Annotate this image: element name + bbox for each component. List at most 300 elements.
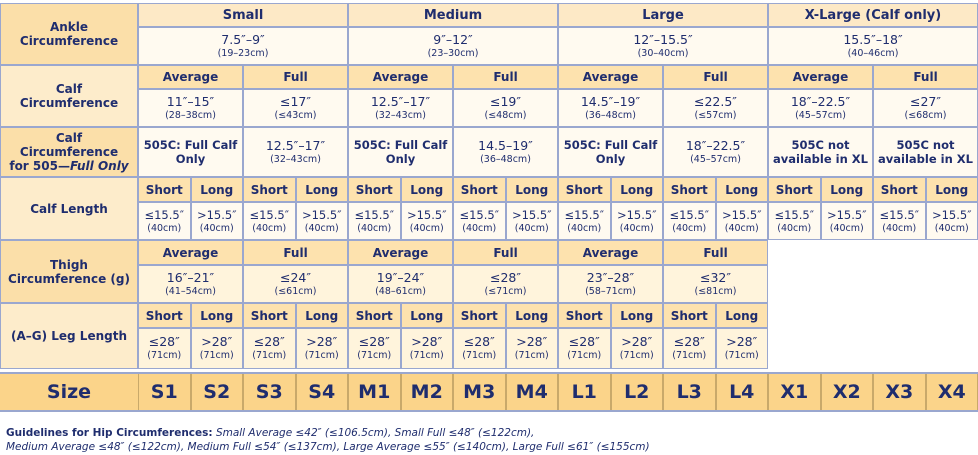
value-inches: 9″–12″ [433, 31, 473, 47]
leg-length-type-header [348, 303, 401, 328]
value-cm: (19–23cm) [217, 47, 269, 59]
value-inches: ≤28″ [253, 334, 285, 349]
value-cm: (40cm) [619, 222, 654, 234]
leg-length-type-header [243, 303, 296, 328]
calf-type-label: Full [493, 70, 518, 84]
thigh-type-header [663, 240, 768, 265]
calf-length-value [348, 202, 401, 240]
value-cm: (≤68cm) [904, 109, 947, 121]
calf-value [663, 89, 768, 127]
calf-type-label: Full [283, 70, 308, 84]
value-cm: (23–30cm) [427, 47, 479, 59]
size-group-header [768, 3, 978, 27]
value-inches: >15.5″ [301, 207, 342, 222]
calf-length-type-header [506, 177, 559, 202]
calf-length-value [401, 202, 454, 240]
value-inches: >28″ [306, 334, 338, 349]
leg-length-type-header [663, 303, 716, 328]
value-inches: 14.5–19″ [478, 137, 533, 153]
calf-value [348, 89, 453, 127]
calf-length-type-label: Short [145, 182, 183, 197]
value-inches: ≤28″ [358, 334, 390, 349]
leg-length-row-header [0, 303, 138, 369]
calf-505-value [453, 127, 558, 177]
value-cm: (40cm) [462, 222, 497, 234]
value-inches: ≤17″ [279, 93, 312, 109]
calf-length-type-header [663, 177, 716, 202]
leg-length-type-label: Long [515, 308, 549, 323]
value-cm: (≤43cm) [274, 109, 317, 121]
calf-value [873, 89, 978, 127]
calf-length-value [821, 202, 874, 240]
calf-length-type-label: Long [620, 182, 654, 197]
calf-length-type-header [296, 177, 349, 202]
size-code-text: L1 [571, 381, 597, 403]
size-code-text: S2 [203, 381, 231, 403]
value-cm: (40cm) [672, 222, 707, 234]
calf-length-value [453, 202, 506, 240]
calf-type-header [243, 65, 348, 89]
value-cm: (71cm) [462, 350, 497, 361]
size-code-text: M4 [515, 381, 548, 403]
size-code [401, 374, 454, 410]
leg-length-type-label: Short [460, 308, 498, 323]
size-code-text: L3 [676, 381, 702, 403]
value-inches: 11″–15″ [166, 93, 215, 109]
ankle-value [138, 27, 348, 65]
size-code-text: L2 [624, 381, 650, 403]
calf-length-type-header [926, 177, 978, 202]
leg-length-value [401, 328, 454, 369]
size-code-text: X1 [780, 381, 809, 403]
size-code [348, 374, 401, 410]
calf-value [453, 89, 558, 127]
value-cm: (40cm) [147, 222, 182, 234]
value-cm: (40cm) [252, 222, 287, 234]
value-cm: (71cm) [409, 350, 444, 361]
calf-type-label: Average [162, 70, 219, 84]
calf-length-value [768, 202, 821, 240]
calf-length-type-header [873, 177, 926, 202]
calf-length-type-label: Short [355, 182, 393, 197]
value-inches: ≤32″ [699, 269, 732, 285]
value-inches: 18″–22.5″ [685, 137, 746, 153]
calf-length-value [191, 202, 244, 240]
leg-length-type-header [716, 303, 769, 328]
size-code [453, 374, 506, 410]
calf-length-value [138, 202, 191, 240]
calf-type-label: Average [372, 70, 429, 84]
calf-505-note [138, 127, 243, 177]
size-code [296, 374, 349, 410]
calf-type-header [558, 65, 663, 89]
thigh-label: Thigh Circumference (g) [8, 257, 130, 286]
value-inches: ≤28″ [489, 269, 522, 285]
size-code-text: S1 [150, 381, 178, 403]
size-code [138, 374, 191, 410]
calf-505-note-text: 505C not available in XL [773, 138, 868, 166]
value-inches: ≤28″ [463, 334, 495, 349]
value-cm: (40cm) [829, 222, 864, 234]
calf-length-type-header [768, 177, 821, 202]
thigh-type-label: Full [493, 245, 518, 260]
calf-length-type-header [716, 177, 769, 202]
size-code [716, 374, 769, 410]
thigh-type-label: Average [162, 245, 219, 260]
thigh-type-header [138, 240, 243, 265]
value-cm: (36–48cm) [585, 109, 636, 121]
value-cm: (71cm) [619, 350, 654, 361]
value-cm: (40cm) [357, 222, 392, 234]
leg-length-label: (A–G) Leg Length [10, 329, 128, 343]
size-code-text: L4 [729, 381, 755, 403]
leg-length-value [611, 328, 664, 369]
calf-length-type-header [138, 177, 191, 202]
calf-type-header [453, 65, 558, 89]
leg-length-type-header [506, 303, 559, 328]
leg-length-value [453, 328, 506, 369]
calf-length-type-label: Long [515, 182, 549, 197]
calf-length-value [663, 202, 716, 240]
calf-row-header [0, 65, 138, 127]
value-cm: (40cm) [199, 222, 234, 234]
size-group-label: Large [642, 7, 684, 23]
calf-length-type-label: Short [460, 182, 498, 197]
calf-length-value [558, 202, 611, 240]
thigh-type-header [243, 240, 348, 265]
leg-length-value [663, 328, 716, 369]
leg-length-type-label: Short [250, 308, 288, 323]
value-inches: >15.5″ [616, 207, 657, 222]
value-inches: ≤28″ [568, 334, 600, 349]
size-code [243, 374, 296, 410]
calf-505-value [243, 127, 348, 177]
calf-type-label: Full [703, 70, 728, 84]
value-inches: ≤27″ [909, 93, 942, 109]
calf-type-header [768, 65, 873, 89]
calf-505-note [348, 127, 453, 177]
value-inches: ≤19″ [489, 93, 522, 109]
thigh-value [138, 265, 243, 303]
size-code [873, 374, 926, 410]
calf-505-label-full-only: Full Only [69, 159, 129, 173]
calf-type-header [663, 65, 768, 89]
value-inches: ≤15.5″ [879, 207, 920, 222]
leg-length-value [716, 328, 769, 369]
size-group-header [348, 3, 558, 27]
value-cm: (71cm) [672, 350, 707, 361]
calf-label: Calf Circumference [19, 82, 119, 110]
value-inches: >28″ [621, 334, 653, 349]
value-cm: (48–61cm) [375, 285, 426, 297]
thigh-row-header [0, 240, 138, 303]
thigh-type-label: Full [703, 245, 728, 260]
calf-length-type-label: Short [670, 182, 708, 197]
leg-length-type-header [453, 303, 506, 328]
calf-length-value [296, 202, 349, 240]
value-inches: ≤15.5″ [249, 207, 290, 222]
calf-type-label: Full [913, 70, 938, 84]
value-inches: >15.5″ [721, 207, 762, 222]
value-cm: (41–54cm) [165, 285, 216, 297]
leg-length-value [506, 328, 559, 369]
calf-length-label: Calf Length [30, 201, 108, 216]
calf-type-header [348, 65, 453, 89]
calf-length-type-label: Long [725, 182, 759, 197]
leg-length-value [138, 328, 191, 369]
ankle-row-header [0, 3, 138, 65]
value-cm: (71cm) [567, 350, 602, 361]
calf-type-header [138, 65, 243, 89]
value-inches: >28″ [201, 334, 233, 349]
leg-length-value [558, 328, 611, 369]
guidelines-line-1: Small Average ≤42″ (≤106.5cm), Small Full ≤48″ (≤122cm), [215, 427, 535, 439]
value-inches: ≤15.5″ [774, 207, 815, 222]
size-code [506, 374, 559, 410]
calf-505-note-text: 505C not available in XL [878, 138, 973, 166]
size-code [611, 374, 664, 410]
calf-length-type-label: Short [565, 182, 603, 197]
ankle-label: Ankle Circumference [19, 20, 119, 48]
calf-505-note [768, 127, 873, 177]
value-inches: >15.5″ [511, 207, 552, 222]
size-row-label [0, 374, 138, 410]
value-cm: (40cm) [724, 222, 759, 234]
value-cm: (32–43cm) [270, 153, 321, 165]
thigh-type-header [453, 240, 558, 265]
value-cm: (71cm) [724, 350, 759, 361]
value-cm: (40cm) [567, 222, 602, 234]
value-cm: (71cm) [357, 350, 392, 361]
calf-length-type-label: Short [250, 182, 288, 197]
calf-value [243, 89, 348, 127]
calf-505-note-text: 505C: Full Calf Only [353, 138, 448, 166]
value-cm: (40cm) [409, 222, 444, 234]
calf-505-label-line: for 505— [9, 159, 70, 173]
value-cm: (71cm) [252, 350, 287, 361]
leg-length-type-header [401, 303, 454, 328]
value-cm: (≤71cm) [484, 285, 527, 297]
value-inches: 23″–28″ [586, 269, 635, 285]
calf-length-value [611, 202, 664, 240]
size-code-text: X4 [937, 381, 966, 403]
size-code [663, 374, 716, 410]
leg-length-type-label: Short [355, 308, 393, 323]
size-label-text: Size [46, 381, 92, 403]
calf-length-type-header [611, 177, 664, 202]
value-cm: (40cm) [934, 222, 969, 234]
size-code [926, 374, 978, 410]
size-group-label: X-Large (Calf only) [804, 7, 942, 23]
calf-value [558, 89, 663, 127]
value-cm: (28–38cm) [165, 109, 216, 121]
value-inches: ≤15.5″ [669, 207, 710, 222]
thigh-type-header [558, 240, 663, 265]
value-inches: ≤28″ [148, 334, 180, 349]
leg-length-type-label: Long [200, 308, 234, 323]
calf-length-type-label: Long [935, 182, 969, 197]
value-inches: 16″–21″ [166, 269, 215, 285]
thigh-type-label: Full [283, 245, 308, 260]
value-cm: (≤61cm) [274, 285, 317, 297]
thigh-type-label: Average [582, 245, 639, 260]
calf-type-label: Average [792, 70, 849, 84]
leg-length-type-label: Long [620, 308, 654, 323]
size-group-header [138, 3, 348, 27]
ankle-value [348, 27, 558, 65]
value-inches: 12.5″–17″ [370, 93, 431, 109]
calf-505-note-text: 505C: Full Calf Only [143, 138, 238, 166]
value-inches: 15.5″–18″ [843, 31, 903, 47]
size-group-label: Medium [423, 7, 483, 23]
value-inches: >15.5″ [931, 207, 972, 222]
calf-505-value [663, 127, 768, 177]
value-inches: 19″–24″ [376, 269, 425, 285]
thigh-value [663, 265, 768, 303]
calf-length-type-header [821, 177, 874, 202]
calf-length-value [243, 202, 296, 240]
thigh-type-label: Average [372, 245, 429, 260]
value-cm: (71cm) [147, 350, 182, 361]
hip-guidelines [6, 426, 966, 454]
leg-length-type-label: Short [565, 308, 603, 323]
value-cm: (≤48cm) [484, 109, 527, 121]
calf-505-note-text: 505C: Full Calf Only [563, 138, 658, 166]
value-inches: >15.5″ [196, 207, 237, 222]
value-cm: (≤57cm) [694, 109, 737, 121]
value-inches: >15.5″ [406, 207, 447, 222]
size-code-text: M1 [358, 381, 391, 403]
guidelines-title: Guidelines for Hip Circumferences: [6, 427, 213, 439]
value-inches: ≤28″ [673, 334, 705, 349]
blank-area [768, 240, 978, 372]
value-cm: (≤81cm) [694, 285, 737, 297]
thigh-value [453, 265, 558, 303]
value-inches: ≤15.5″ [459, 207, 500, 222]
calf-505-label-line-wrap [9, 159, 128, 173]
value-inches: ≤22.5″ [694, 93, 737, 109]
leg-length-value [243, 328, 296, 369]
size-code-text: S3 [255, 381, 283, 403]
value-inches: ≤15.5″ [144, 207, 185, 222]
calf-length-row-header [0, 177, 138, 240]
leg-length-type-header [558, 303, 611, 328]
value-cm: (71cm) [514, 350, 549, 361]
leg-length-value [191, 328, 244, 369]
calf-505-label-line: Calf [55, 131, 83, 145]
value-cm: (45–57cm) [795, 109, 846, 121]
thigh-value [348, 265, 453, 303]
calf-length-type-header [348, 177, 401, 202]
calf-type-label: Average [582, 70, 639, 84]
value-cm: (71cm) [199, 350, 234, 361]
calf-length-type-header [453, 177, 506, 202]
size-group-label: Small [222, 7, 264, 23]
value-inches: >28″ [516, 334, 548, 349]
leg-length-type-header [611, 303, 664, 328]
calf-length-type-header [191, 177, 244, 202]
calf-length-value [716, 202, 769, 240]
value-inches: 18″–22.5″ [790, 93, 851, 109]
calf-length-type-header [558, 177, 611, 202]
leg-length-type-label: Long [410, 308, 444, 323]
calf-length-type-label: Long [200, 182, 234, 197]
value-inches: 12.5″–17″ [265, 137, 326, 153]
value-cm: (32–43cm) [375, 109, 426, 121]
leg-length-type-label: Long [305, 308, 339, 323]
size-group-header [558, 3, 768, 27]
size-code [558, 374, 611, 410]
leg-length-type-header [138, 303, 191, 328]
value-cm: (30–40cm) [637, 47, 689, 59]
value-cm: (71cm) [304, 350, 339, 361]
value-inches: ≤15.5″ [564, 207, 605, 222]
calf-length-type-label: Long [305, 182, 339, 197]
thigh-value [243, 265, 348, 303]
size-code-text: X2 [832, 381, 861, 403]
value-cm: (40cm) [514, 222, 549, 234]
value-inches: ≤24″ [279, 269, 312, 285]
size-code-text: M2 [410, 381, 443, 403]
value-cm: (40cm) [304, 222, 339, 234]
guidelines-line-2: Medium Average ≤48″ (≤122cm), Medium Full ≤54″ (≤137cm), Large Average ≤55″ (≤140cm), Large Full ≤61″ (≤155cm) [6, 441, 650, 453]
calf-length-value [506, 202, 559, 240]
size-code-text: M3 [463, 381, 496, 403]
size-code [191, 374, 244, 410]
value-inches: 14.5″–19″ [580, 93, 641, 109]
calf-value [138, 89, 243, 127]
size-code-text: S4 [308, 381, 336, 403]
thigh-value [558, 265, 663, 303]
value-cm: (58–71cm) [585, 285, 636, 297]
value-inches: 7.5″–9″ [221, 31, 265, 47]
value-inches: ≤15.5″ [354, 207, 395, 222]
leg-length-type-header [191, 303, 244, 328]
calf-505-note [873, 127, 978, 177]
leg-length-type-label: Short [145, 308, 183, 323]
calf-505-row-header [0, 127, 138, 177]
value-cm: (40cm) [777, 222, 812, 234]
calf-length-type-label: Long [410, 182, 444, 197]
calf-length-value [873, 202, 926, 240]
calf-length-type-label: Short [775, 182, 813, 197]
value-cm: (40cm) [882, 222, 917, 234]
size-code [768, 374, 821, 410]
leg-length-type-label: Long [725, 308, 759, 323]
leg-length-type-label: Short [670, 308, 708, 323]
size-code [821, 374, 874, 410]
calf-value [768, 89, 873, 127]
value-cm: (40–46cm) [847, 47, 899, 59]
calf-length-value [926, 202, 978, 240]
value-inches: >15.5″ [826, 207, 867, 222]
value-cm: (45–57cm) [690, 153, 741, 165]
thigh-type-header [348, 240, 453, 265]
value-inches: 12″–15.5″ [633, 31, 693, 47]
calf-length-type-header [401, 177, 454, 202]
ankle-value [768, 27, 978, 65]
value-inches: >28″ [726, 334, 758, 349]
size-code-text: X3 [885, 381, 914, 403]
calf-length-type-label: Short [880, 182, 918, 197]
calf-505-note [558, 127, 663, 177]
calf-type-header [873, 65, 978, 89]
ankle-value [558, 27, 768, 65]
value-inches: >28″ [411, 334, 443, 349]
value-cm: (36–48cm) [480, 153, 531, 165]
calf-505-label-line: Circumference [19, 145, 119, 159]
calf-length-type-header [243, 177, 296, 202]
